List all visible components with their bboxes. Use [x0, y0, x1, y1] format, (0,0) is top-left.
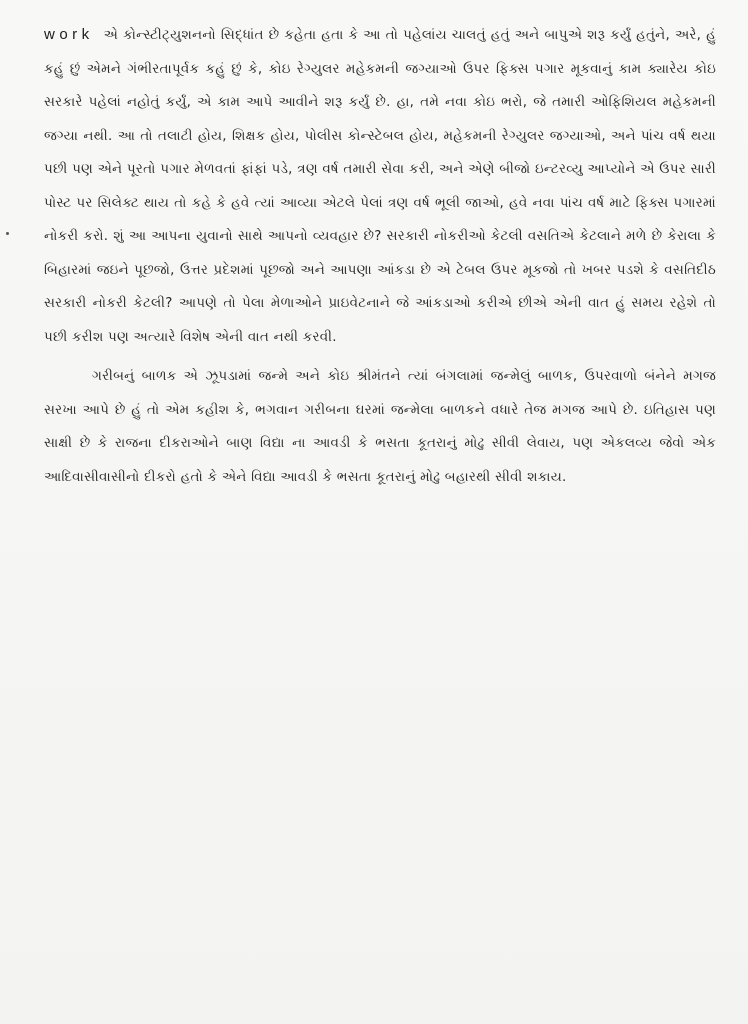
paragraph-1-text: એ કોન્સ્ટીટ્યુશનનો સિદ્ધાંત છે કહેતા હતા કે આ તો પહેલાંય ચાલતું હતું અને બાપુએ શરૂ કર્યું હતુંને, અરે, હું કહું છું એમને ગંભીરતાપૂર્વક કહું છું કે, કોઇ રેગ્યુલર મહેકમની જગ્યાઓ ઉપર ફિક્સ પગાર મૂકવાનું કામ ક્યારેય કોઇ સરકારે પહેલાં નહોતું કર્યું, એ કામ આપે આવીને શરૂ કર્યું છે. હા, તમે નવા કોઇ ભરો, જે તમારી ઓફિશિયલ મહેકમની જગ્યા નથી. આ તો તલાટી હોય, શિક્ષક હોય, પોલીસ કોન્સ્ટેબલ હોય, મહેકમની રેગ્યુલર જગ્યાઓ, અને પાંચ વર્ષ થયા પછી પણ એને પૂરતો પગાર મેળવતાં ફાંફાં પડે, ત્રણ વર્ષ તમારી સેવા કરી, અને એણે બીજો ઇન્ટરવ્યુ આપ્યોને એ ઉપર સારી પોસ્ટ પર સિલેક્ટ થાય તો કહે કે હવે ત્યાં આવ્યા એટલે પેલાં ત્રણ વર્ષ ભૂલી જાઓ, હવે નવા પાંચ વર્ષ માટે ફિક્સ પગારમાં નોકરી કરો. શું આ આપના યુવાનો સાથે આપનો વ્યવહાર છે? સરકારી નોકરીઓ કેટલી વસતિએ કેટલાને મળે છે કેરાલા કે બિહારમાં જઇને પૂછજો, ઉત્તર પ્રદેશમાં પૂછજો અને આપણા આંકડા છે એ ટેબલ ઉપર મૂકજો તો ખબર પડશે કે વસતિદીઠ સરકારી નોકરી કેટલી? આપણે તો પેલા મેળાઓને પ્રાઇવેટનાને જે આંકડાઓ કરીએ છીએ એની વાત હું સમય રહેશે તો પછી કરીશ પણ અત્યારે વિશેષ એની વાત નથી કરવી.: [44, 28, 716, 345]
scan-speck: [6, 232, 9, 235]
paragraph-2-text: ગરીબનું બાળક એ ઝૂપડામાં જન્મે અને કોઇ શ્રીમંતને ત્યાં બંગલામાં જન્મેલું બાળક, ઉપરવાળો બંનેને મગજ સરખા આપે છે હું તો એમ કહીશ કે, ભગવાન ગરીબના ઘરમાં જન્મેલા બાળકને વધારે તેજ મગજ આપે છે. ઇતિહાસ પણ સાક્ષી છે કે રાજના દીકરાઓને બાણ વિદ્યા ના આવડી કે ભસતા કૂતરાનું મોઢુ સીવી લેવાય, પણ એકલવ્ય જેવો એક આદિવાસીવાસીનો દીકરો હતો કે એને વિદ્યા આવડી કે ભસતા કૂતરાનું મોઢુ બહારથી સીવી શકાય.: [44, 369, 716, 485]
paragraph-1: [44, 18, 716, 354]
lead-word: work: [44, 26, 94, 43]
paragraph-2: [44, 360, 716, 494]
document-body: [44, 18, 716, 494]
